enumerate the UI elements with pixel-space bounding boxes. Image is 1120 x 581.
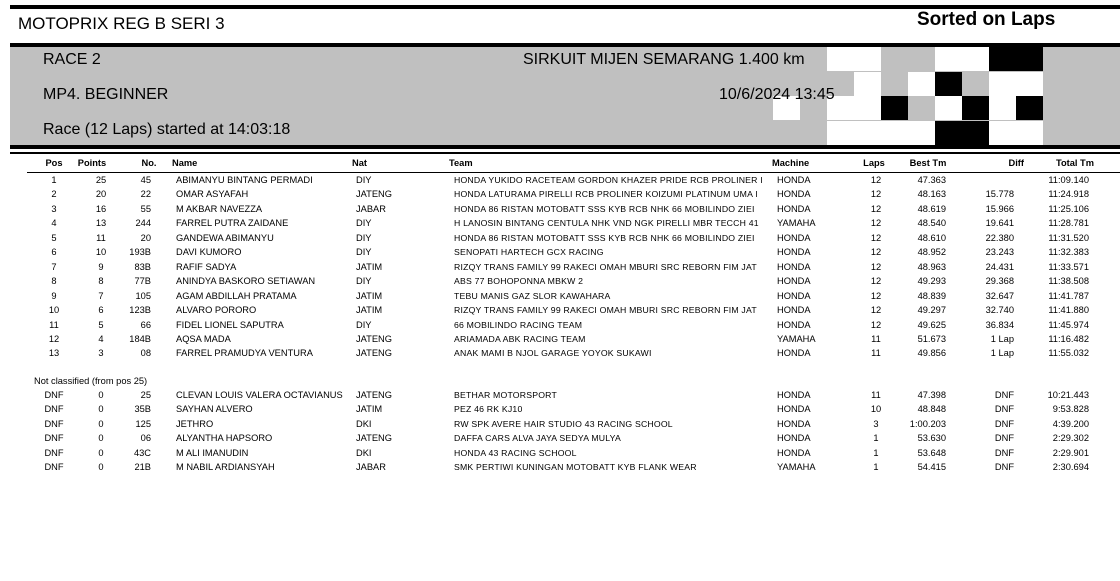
cell-diff: 22.380 xyxy=(985,232,1014,243)
cell-nat: DIY xyxy=(356,218,372,229)
col-pos: Pos xyxy=(45,158,63,168)
cell-team: HONDA 43 RACING SCHOOL xyxy=(454,447,577,458)
cell-nat: DIY xyxy=(356,247,372,258)
cell-pos: DNF xyxy=(44,447,64,458)
column-headers xyxy=(0,158,1120,170)
flag-square xyxy=(881,121,908,145)
cell-no: 77B xyxy=(134,276,151,287)
cell-machine: YAMAHA xyxy=(777,462,816,473)
cell-team: BETHAR MOTORSPORT xyxy=(454,390,557,400)
cell-machine: HONDA xyxy=(777,261,811,272)
cell-no: 105 xyxy=(135,290,151,301)
flag-square xyxy=(1016,121,1043,145)
cell-machine: HONDA xyxy=(777,276,811,287)
table-row xyxy=(0,334,1120,348)
cell-best: 48.619 xyxy=(917,203,946,214)
cell-machine: HONDA xyxy=(777,175,811,185)
cell-points: 9 xyxy=(98,261,104,272)
cell-diff: DNF xyxy=(994,447,1014,458)
table-row xyxy=(0,348,1120,362)
cell-points: 7 xyxy=(98,290,104,301)
cell-nat: JABAR xyxy=(356,462,386,473)
flag-square xyxy=(881,96,908,120)
cell-diff: 24.431 xyxy=(985,261,1014,272)
cell-pos: 1 xyxy=(51,175,57,185)
cell-diff: 23.243 xyxy=(985,247,1014,258)
cell-nat: DIY xyxy=(356,319,372,330)
cell-total: 11:41.880 xyxy=(1048,305,1089,316)
cell-total: 2:29.302 xyxy=(1052,433,1089,444)
cell-team: DAFFA CARS ALVA JAYA SEDYA MULYA xyxy=(454,433,622,444)
cell-no: 123B xyxy=(129,305,151,316)
cell-no: 193B xyxy=(129,247,151,258)
cell-diff: DNF xyxy=(994,433,1014,444)
cell-diff: 32.647 xyxy=(985,290,1014,301)
table-row xyxy=(0,204,1120,218)
cell-no: 43C xyxy=(133,447,151,458)
cell-no: 20 xyxy=(140,232,151,243)
table-row xyxy=(0,218,1120,232)
race-number: RACE 2 xyxy=(43,51,101,68)
cell-machine: HONDA xyxy=(777,189,811,200)
cell-name: CLEVAN LOUIS VALERA OCTAVIANUS xyxy=(176,390,343,400)
cell-laps: 3 xyxy=(873,418,879,429)
cell-points: 10 xyxy=(95,247,107,258)
cell-no: 66 xyxy=(140,319,151,330)
cell-machine: HONDA xyxy=(777,290,811,301)
cell-best: 49.297 xyxy=(917,305,946,316)
flag-square xyxy=(1016,96,1043,120)
cell-nat: JABAR xyxy=(356,203,386,214)
cell-total: 11:09.140 xyxy=(1048,175,1089,185)
cell-best: 49.856 xyxy=(917,348,946,359)
table-row xyxy=(0,404,1120,418)
cell-name: ANINDYA BASKORO SETIAWAN xyxy=(176,276,316,287)
table-row xyxy=(0,291,1120,305)
cell-name: ALYANTHA HAPSORO xyxy=(176,433,273,444)
cell-nat: JATENG xyxy=(356,348,392,359)
flag-square xyxy=(854,96,881,120)
cell-name: M AKBAR NAVEZZA xyxy=(176,203,263,214)
cell-total: 11:41.787 xyxy=(1048,290,1089,301)
cell-machine: HONDA xyxy=(777,404,811,415)
flag-square xyxy=(989,121,1016,145)
flag-square xyxy=(935,121,962,145)
cell-points: 25 xyxy=(95,175,107,185)
cell-laps: 12 xyxy=(870,189,882,200)
cell-team: SENOPATI HARTECH GCX RACING xyxy=(454,247,604,258)
cell-diff: 19.641 xyxy=(985,218,1014,229)
race-class: MP4. BEGINNER xyxy=(43,86,169,103)
cell-total: 11:45.974 xyxy=(1048,319,1089,330)
cell-team: HONDA 86 RISTAN MOTOBATT SSS KYB RCB NHK 66 MOBILINDO ZIEI xyxy=(454,203,755,214)
cell-diff: 1 Lap xyxy=(990,348,1014,359)
flag-square xyxy=(854,121,881,145)
cell-nat: JATENG xyxy=(356,333,392,344)
cell-diff: DNF xyxy=(994,418,1014,429)
cell-no: 06 xyxy=(140,433,151,444)
cell-nat: JATENG xyxy=(356,390,392,400)
cell-name: GANDEWA ABIMANYU xyxy=(176,232,274,243)
cell-no: 22 xyxy=(140,189,151,200)
cell-diff: DNF xyxy=(994,404,1014,415)
race-start-info: Race (12 Laps) started at 14:03:18 xyxy=(43,121,291,138)
circuit-name: SIRKUIT MIJEN SEMARANG 1.400 km xyxy=(523,51,805,68)
cell-name: M NABIL ARDIANSYAH xyxy=(176,462,275,473)
col-points: Points xyxy=(77,158,107,168)
cell-points: 0 xyxy=(98,447,104,458)
cell-laps: 12 xyxy=(870,319,882,330)
flag-square xyxy=(962,121,989,145)
cell-points: 5 xyxy=(98,319,104,330)
cell-points: 0 xyxy=(98,404,104,415)
cell-laps: 11 xyxy=(871,348,881,359)
cell-points: 3 xyxy=(98,348,104,359)
cell-total: 11:31.520 xyxy=(1048,232,1089,243)
cell-no: 35B xyxy=(134,404,151,415)
col-laps: Laps xyxy=(863,158,885,168)
cell-nat: JATENG xyxy=(356,433,392,444)
cell-best: 1:00.203 xyxy=(909,418,946,429)
cell-laps: 12 xyxy=(870,305,882,316)
table-row xyxy=(0,419,1120,433)
cell-pos: 11 xyxy=(49,319,59,330)
cell-best: 47.363 xyxy=(917,175,946,185)
cell-machine: HONDA xyxy=(777,232,811,243)
cell-total: 10:21.443 xyxy=(1047,390,1089,400)
cell-name: AGAM ABDILLAH PRATAMA xyxy=(176,290,297,301)
cell-pos: 10 xyxy=(48,305,60,316)
cell-nat: DIY xyxy=(356,175,372,185)
cell-nat: DKI xyxy=(356,418,372,429)
cell-best: 49.293 xyxy=(917,276,946,287)
cell-laps: 12 xyxy=(870,247,882,258)
table-row xyxy=(0,305,1120,319)
cell-no: 83B xyxy=(134,261,151,272)
cell-diff: 29.368 xyxy=(985,276,1014,287)
flag-square xyxy=(1016,72,1043,96)
cell-team: SMK PERTIWI KUNINGAN MOTOBATT KYB FLANK WEAR xyxy=(454,462,697,473)
cell-team: 66 MOBILINDO RACING TEAM xyxy=(454,319,583,330)
col-total: Total Tm xyxy=(1055,158,1094,168)
cell-no: 55 xyxy=(140,203,151,214)
cell-no: 25 xyxy=(140,390,151,400)
cell-total: 2:30.694 xyxy=(1052,462,1089,473)
cell-machine: HONDA xyxy=(777,447,811,458)
cell-pos: DNF xyxy=(44,462,64,473)
event-title: MOTOPRIX REG B SERI 3 xyxy=(18,14,225,33)
col-name: Name xyxy=(172,158,198,168)
cell-total: 11:25.106 xyxy=(1048,203,1089,214)
cell-name: SAYHAN ALVERO xyxy=(176,404,253,415)
cell-name: JETHRO xyxy=(176,418,214,429)
flag-square xyxy=(935,72,962,96)
flag-square xyxy=(962,96,989,120)
col-best: Best Tm xyxy=(909,158,947,168)
cell-machine: HONDA xyxy=(777,390,811,400)
cell-laps: 12 xyxy=(870,261,882,272)
cell-total: 11:38.508 xyxy=(1048,276,1089,287)
cell-no: 45 xyxy=(140,175,151,185)
cell-name: M ALI IMANUDIN xyxy=(176,447,249,458)
cell-pos: 12 xyxy=(48,333,60,344)
cell-points: 0 xyxy=(98,433,104,444)
cell-laps: 1 xyxy=(873,462,879,473)
cell-pos: DNF xyxy=(44,433,64,444)
flag-square xyxy=(827,121,854,145)
table-row xyxy=(0,448,1120,462)
cell-best: 54.415 xyxy=(917,462,946,473)
cell-machine: YAMAHA xyxy=(777,333,816,344)
flag-square xyxy=(908,72,935,96)
cell-machine: HONDA xyxy=(777,348,811,359)
cell-laps: 12 xyxy=(870,276,882,287)
cell-points: 20 xyxy=(95,189,107,200)
cell-laps: 10 xyxy=(870,404,882,415)
cell-laps: 12 xyxy=(870,203,882,214)
table-row xyxy=(0,175,1120,189)
flag-square xyxy=(827,47,854,71)
cell-no: 21B xyxy=(134,462,151,473)
cell-machine: HONDA xyxy=(777,319,811,330)
cell-best: 49.625 xyxy=(917,319,946,330)
cell-laps: 12 xyxy=(870,218,882,229)
flag-square xyxy=(935,96,962,120)
cell-nat: DIY xyxy=(356,276,372,287)
table-row xyxy=(0,390,1120,404)
flag-square xyxy=(908,121,935,145)
cell-laps: 12 xyxy=(870,232,882,243)
header-underline xyxy=(27,172,1120,173)
flag-square xyxy=(989,47,1016,71)
cell-team: RW SPK AVERE HAIR STUDIO 43 RACING SCHOOL xyxy=(454,418,673,429)
table-row xyxy=(0,189,1120,203)
flag-square xyxy=(854,47,881,71)
divider xyxy=(10,152,1120,154)
flag-square xyxy=(1016,47,1043,71)
table-row xyxy=(0,462,1120,476)
cell-no: 125 xyxy=(135,418,151,429)
cell-nat: DKI xyxy=(356,447,372,458)
cell-points: 13 xyxy=(95,218,107,229)
cell-best: 47.398 xyxy=(917,390,946,400)
cell-diff: 36.834 xyxy=(985,319,1014,330)
cell-points: 0 xyxy=(98,390,104,400)
cell-pos: 4 xyxy=(51,218,57,229)
cell-laps: 12 xyxy=(870,290,882,301)
cell-points: 6 xyxy=(98,305,104,316)
cell-points: 4 xyxy=(98,333,104,344)
cell-best: 48.163 xyxy=(917,189,946,200)
cell-name: DAVI KUMORO xyxy=(176,247,242,258)
cell-pos: 6 xyxy=(51,247,57,258)
cell-pos: DNF xyxy=(44,418,64,429)
col-team: Team xyxy=(449,158,473,168)
cell-name: ALVARO PORORO xyxy=(176,305,257,316)
cell-laps: 12 xyxy=(870,175,882,185)
cell-machine: HONDA xyxy=(777,433,811,444)
cell-name: OMAR ASYAFAH xyxy=(176,189,249,200)
cell-diff: 1 Lap xyxy=(990,333,1014,344)
cell-team: RIZQY TRANS FAMILY 99 RAKECI OMAH MBURI SRC REBORN FIM JAT xyxy=(454,261,757,272)
cell-machine: HONDA xyxy=(777,203,811,214)
cell-best: 48.540 xyxy=(917,218,946,229)
col-diff: Diff xyxy=(1008,158,1024,168)
cell-total: 11:33.571 xyxy=(1048,261,1089,272)
cell-team: TEBU MANIS GAZ SLOR KAWAHARA xyxy=(454,290,611,301)
flag-square xyxy=(935,47,962,71)
cell-total: 11:55.032 xyxy=(1048,348,1089,359)
cell-laps: 1 xyxy=(873,447,879,458)
race-datetime: 10/6/2024 13:45 xyxy=(719,86,835,103)
cell-total: 9:53.828 xyxy=(1052,404,1089,415)
cell-team: RIZQY TRANS FAMILY 99 RAKECI OMAH MBURI SRC REBORN FIM JAT xyxy=(454,305,757,316)
cell-points: 0 xyxy=(98,462,104,473)
cell-nat: JATIM xyxy=(356,305,383,316)
cell-nat: JATENG xyxy=(356,189,392,200)
cell-total: 11:28.781 xyxy=(1048,218,1089,229)
cell-best: 48.610 xyxy=(917,232,946,243)
cell-best: 53.630 xyxy=(917,433,946,444)
cell-pos: 5 xyxy=(51,232,57,243)
cell-machine: HONDA xyxy=(777,305,811,316)
cell-pos: 8 xyxy=(51,276,57,287)
cell-total: 2:29.901 xyxy=(1052,447,1089,458)
cell-points: 8 xyxy=(98,276,104,287)
col-nat: Nat xyxy=(352,158,367,168)
cell-name: AQSA MADA xyxy=(176,333,231,344)
cell-name: FARREL PRAMUDYA VENTURA xyxy=(176,348,313,359)
table-row xyxy=(0,233,1120,247)
cell-best: 48.839 xyxy=(917,290,946,301)
cell-team: PEZ 46 RK KJ10 xyxy=(454,404,523,415)
cell-diff: 15.966 xyxy=(985,203,1014,214)
cell-points: 11 xyxy=(96,232,106,243)
not-classified-label: Not classified (from pos 25) xyxy=(34,376,148,386)
table-row xyxy=(0,262,1120,276)
cell-best: 53.648 xyxy=(917,447,946,458)
cell-points: 16 xyxy=(95,203,107,214)
cell-no: 08 xyxy=(140,348,151,359)
cell-laps: 11 xyxy=(871,390,881,400)
cell-team: ARIAMADA ABK RACING TEAM xyxy=(454,333,586,344)
cell-laps: 11 xyxy=(871,333,881,344)
cell-total: 11:32.383 xyxy=(1048,247,1089,258)
cell-team: HONDA LATURAMA PIRELLI RCB PROLINER KOIZUMI PLATINUM UMA I xyxy=(454,189,758,200)
cell-pos: 7 xyxy=(51,261,57,272)
cell-name: ABIMANYU BINTANG PERMADI xyxy=(176,175,313,185)
cell-no: 184B xyxy=(129,333,151,344)
cell-nat: JATIM xyxy=(356,261,383,272)
cell-diff: 32.740 xyxy=(985,305,1014,316)
cell-best: 51.673 xyxy=(917,333,946,344)
table-row xyxy=(0,247,1120,261)
cell-pos: 9 xyxy=(51,290,57,301)
cell-total: 11:16.482 xyxy=(1048,333,1089,344)
cell-no: 244 xyxy=(135,218,151,229)
flag-square xyxy=(989,96,1016,120)
table-row xyxy=(0,276,1120,290)
cell-team: H LANOSIN BINTANG CENTULA NHK VND NGK PIRELLI MBR TECCH 41 xyxy=(454,218,759,229)
cell-nat: DIY xyxy=(356,232,372,243)
cell-name: RAFIF SADYA xyxy=(176,261,237,272)
cell-best: 48.848 xyxy=(917,404,946,415)
cell-nat: JATIM xyxy=(356,404,383,415)
cell-best: 48.963 xyxy=(917,261,946,272)
table-row xyxy=(0,433,1120,447)
flag-square xyxy=(989,72,1016,96)
cell-pos: 3 xyxy=(51,203,57,214)
sort-label: Sorted on Laps xyxy=(917,9,1056,30)
cell-diff: 15.778 xyxy=(985,189,1014,200)
table-row xyxy=(0,320,1120,334)
cell-pos: DNF xyxy=(44,390,64,400)
cell-best: 48.952 xyxy=(917,247,946,258)
flag-square xyxy=(962,47,989,71)
cell-total: 4:39.200 xyxy=(1052,418,1089,429)
cell-machine: YAMAHA xyxy=(777,218,816,229)
cell-pos: 13 xyxy=(48,348,60,359)
cell-points: 0 xyxy=(98,418,104,429)
col-machine: Machine xyxy=(772,158,810,168)
cell-name: FARREL PUTRA ZAIDANE xyxy=(176,218,289,229)
cell-pos: DNF xyxy=(44,404,64,415)
cell-name: FIDEL LIONEL SAPUTRA xyxy=(176,319,284,330)
cell-diff: DNF xyxy=(994,462,1014,473)
flag-square xyxy=(854,72,881,96)
cell-team: HONDA 86 RISTAN MOTOBATT SSS KYB RCB NHK 66 MOBILINDO ZIEI xyxy=(454,232,755,243)
cell-pos: 2 xyxy=(51,189,57,200)
cell-nat: JATIM xyxy=(356,290,383,301)
cell-team: ANAK MAMI B NJOL GARAGE YOYOK SUKAWI xyxy=(454,348,652,359)
cell-laps: 1 xyxy=(873,433,879,444)
cell-diff: DNF xyxy=(994,390,1014,400)
cell-machine: HONDA xyxy=(777,418,811,429)
col-no: No. xyxy=(141,158,157,168)
cell-team: HONDA YUKIDO RACETEAM GORDON KHAZER PRIDE RCB PROLINER I xyxy=(454,175,763,185)
cell-team: ABS 77 BOHOPONNA MBKW 2 xyxy=(454,276,584,287)
cell-total: 11:24.918 xyxy=(1048,189,1089,200)
cell-machine: HONDA xyxy=(777,247,811,258)
